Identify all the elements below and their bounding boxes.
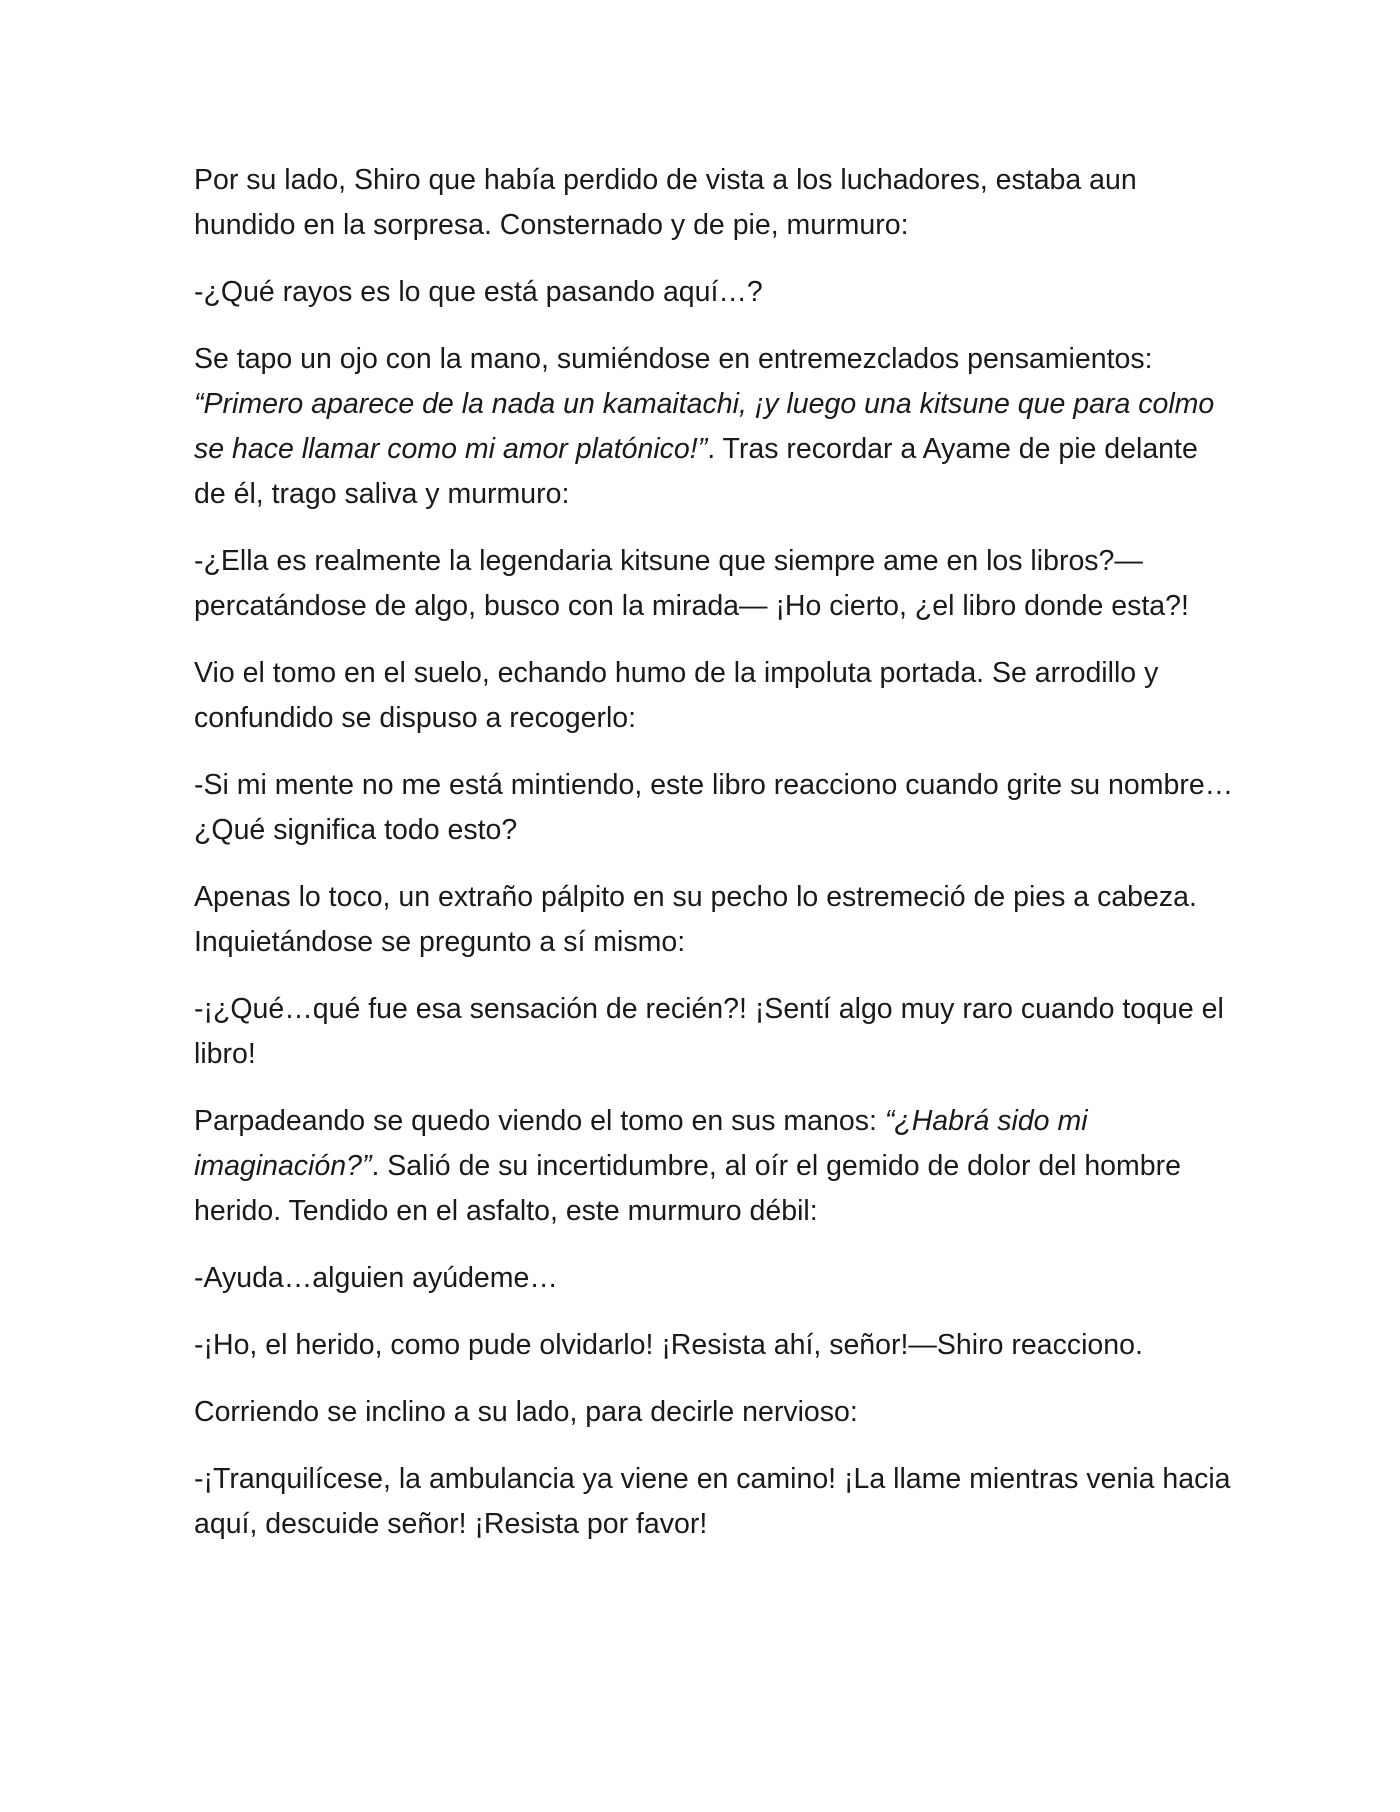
paragraph-text: Corriendo se inclino a su lado, para decirle nervioso: [194, 1396, 858, 1428]
paragraph-text: Se tapo un ojo con la mano, sumiéndose en entremezclados pensamientos: [194, 343, 1153, 375]
paragraph-8 [194, 987, 1234, 1077]
paragraph-4 [194, 539, 1234, 629]
paragraph-text: . Tras recordar a Ayame de pie delante de él, trago saliva y murmuro: [194, 433, 1198, 510]
paragraph-6 [194, 763, 1234, 853]
paragraph-text: Vio el tomo en el suelo, echando humo de la impoluta portada. Se arrodillo y confundido se dispuso a recogerlo: [194, 657, 1159, 734]
paragraph-10 [194, 1256, 1234, 1301]
document-body [194, 158, 1234, 1569]
paragraph-13 [194, 1457, 1234, 1547]
dialogue-text: -¿Qué rayos es lo que está pasando aquí…? [194, 276, 763, 308]
dialogue-text: -¡¿Qué…qué fue esa sensación de recién?! ¡Sentí algo muy raro cuando toque el libro! [194, 993, 1224, 1070]
paragraph-1 [194, 158, 1234, 248]
dialogue-text: -Ayuda…alguien ayúdeme… [194, 1262, 558, 1294]
dialogue-text: -¡Tranquilícese, la ambulancia ya viene en camino! ¡La llame mientras venia hacia aquí, descuide señor! ¡Resista por favor! [194, 1463, 1231, 1540]
paragraph-text: Parpadeando se quedo viendo el tomo en sus manos: [194, 1105, 885, 1137]
italic-thought: “Primero aparece de la nada un kamaitachi, ¡y luego una kitsune que para colmo se hace llamar como mi amor platónico!” [194, 388, 1215, 465]
paragraph-2 [194, 270, 1234, 315]
dialogue-text: -¡Ho, el herido, como pude olvidarlo! ¡Resista ahí, señor!—Shiro reacciono. [194, 1329, 1143, 1361]
paragraph-text: . Salió de su incertidumbre, al oír el gemido de dolor del hombre herido. Tendido en el asfalto, este murmuro débil: [194, 1150, 1181, 1227]
paragraph-11 [194, 1323, 1234, 1368]
dialogue-text: -Si mi mente no me está mintiendo, este libro reacciono cuando grite su nombre… ¿Qué significa todo esto? [194, 769, 1234, 846]
paragraph-9 [194, 1099, 1234, 1234]
paragraph-text: Apenas lo toco, un extraño pálpito en su pecho lo estremeció de pies a cabeza. Inquietándose se pregunto a sí mismo: [194, 881, 1197, 958]
paragraph-3 [194, 337, 1234, 517]
paragraph-text: Por su lado, Shiro que había perdido de vista a los luchadores, estaba aun hundido en la sorpresa. Consternado y de pie, murmuro: [194, 164, 1137, 241]
italic-thought: “¿Habrá sido mi imaginación?” [194, 1105, 1088, 1182]
dialogue-text: -¿Ella es realmente la legendaria kitsune que siempre ame en los libros?—percatándose de algo, busco con la mirada— ¡Ho cierto, ¿el libro donde esta?! [194, 545, 1189, 622]
paragraph-7 [194, 875, 1234, 965]
paragraph-5 [194, 651, 1234, 741]
paragraph-12 [194, 1390, 1234, 1435]
